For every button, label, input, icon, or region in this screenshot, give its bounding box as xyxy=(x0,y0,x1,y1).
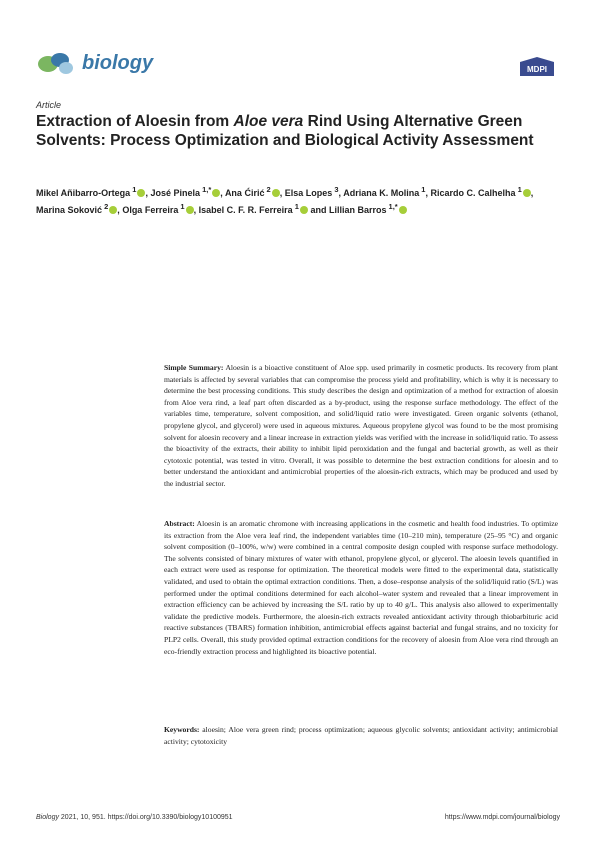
author xyxy=(224,185,280,198)
author-name: José Pinela xyxy=(150,188,200,198)
biology-logo-icon xyxy=(36,48,76,78)
article-type: Article xyxy=(36,100,62,110)
author-name: Lillian Barros xyxy=(328,205,387,215)
author-affiliation-marker: 2 xyxy=(102,202,109,211)
author-affiliation-marker: 3 xyxy=(332,185,339,194)
author-name: Marina Soković xyxy=(36,205,103,215)
mdpi-logo-icon xyxy=(518,56,556,78)
footer-journal-url[interactable]: https://www.mdpi.com/journal/biology xyxy=(444,814,560,821)
author xyxy=(36,202,117,215)
author xyxy=(328,202,407,215)
orcid-icon[interactable] xyxy=(523,189,531,197)
simple-summary-text: Aloesin is a bioactive constituent of Aloe spp. used primarily in cosmetic products. Its recovery from plant materials is affected by several variables that can compromise the process yield and profitability, which is why it is necessary to determine the best processing conditions. This study describes the design and optimization of a method for extraction of aloesin from Aloe vera rind, a leaf part often discarded as a by-product, using the response surface methodology. The effect of the variables time, temperature, solvent composition, and solid/liquid ratio were investigated. Green organic solvents (ethanol, propylene glycol, and glycerol) were used in aqueous mixtures. Aqueous propylene glycol was found to be the most promising solvent for aloesin recovery and a linear increase in extraction yields was verified with the increase in solid/liquid ratio. To assess the bioactivity of the extracts, their ability to inhibit lipid peroxidation and the fungal and bacterial growth, as well as their cytotoxic potential, was tested in vitro. Overall, it was possible to determine the best extraction conditions for aloesin and to better understand the antioxidant and antimicrobial properties of the aloesin-rich extracts, which may be produced and used by the industrial sector. xyxy=(164,363,559,488)
orcid-icon[interactable] xyxy=(300,206,308,214)
orcid-icon[interactable] xyxy=(272,189,280,197)
keywords-text: aloesin; Aloe vera green rind; process optimization; aqueous glycolic solvents; antioxidant activity; antimicrobial activity; cytotoxicity xyxy=(164,725,558,746)
author xyxy=(150,185,220,198)
author-affiliation-marker: 1,* xyxy=(386,202,398,211)
author-list: Mikel Añibarro-Ortega $^1$ , José Pinela $^{1,*}$ , Ana Ćirić $^2$ , Elsa Lopes $^3$, Adriana K. Molina $^1$, Ricardo C. Calhelha $^1$ , Marina Soković $^2$ , Olga Ferreira $^1$ , Isabel C. F. R. Ferreira $^1$ and Lillian Barros $^{1,*}$ xyxy=(36,185,534,215)
author-affiliation-marker: 1 xyxy=(292,202,299,211)
orcid-icon[interactable] xyxy=(399,206,407,214)
journal-name: biology xyxy=(82,51,154,74)
orcid-icon[interactable] xyxy=(137,189,145,197)
orcid-icon[interactable] xyxy=(212,189,220,197)
author-affiliation-marker: 1 xyxy=(515,185,522,194)
author xyxy=(284,185,339,198)
abstract xyxy=(164,518,558,657)
author xyxy=(36,185,145,198)
author xyxy=(122,202,193,215)
author-name: Isabel C. F. R. Ferreira xyxy=(198,205,293,215)
author-name: Mikel Añibarro-Ortega xyxy=(36,188,131,198)
author-name: Ana Ćirić xyxy=(224,188,265,198)
orcid-icon[interactable] xyxy=(109,206,117,214)
author-affiliation-marker: 2 xyxy=(264,185,271,194)
author-name: Ricardo C. Calhelha xyxy=(430,188,516,198)
author-name: Elsa Lopes xyxy=(284,188,333,198)
author-name: Olga Ferreira xyxy=(122,205,179,215)
article-title: Extraction of Aloesin from Aloe vera Rind Using Alternative Green Solvents: Process Optimization and Biological Activity Assessment xyxy=(36,113,534,149)
author-name: Adriana K. Molina xyxy=(343,188,420,198)
simple-summary-label: Simple Summary: xyxy=(164,363,224,372)
keywords-label: Keywords: xyxy=(164,725,200,734)
svg-text:MDPI: MDPI xyxy=(527,65,547,74)
journal-logo xyxy=(36,48,153,78)
author xyxy=(198,202,308,215)
author xyxy=(430,185,531,198)
abstract-label: Abstract: xyxy=(164,519,195,528)
page-footer xyxy=(36,814,560,821)
author xyxy=(343,185,426,198)
author-affiliation-marker: 1 xyxy=(419,185,426,194)
abstract-text: Aloesin is an aromatic chromone with increasing applications in the cosmetic and health food industries. To optimize its extraction from the Aloe vera leaf rind, the independent variables time (10–210 min), temperature (25–95 °C) and organic solvent composition (0–100%, w/w) were combined in a central composite design coupled with response surface methodology. The solvents consisted of binary mixtures of water with ethanol, propylene glycol, or glycerol. The aloesin levels quantified in each extract were used as response for optimization. The theoretical models were fitted to the experimental data, statistically validated, and used to obtain the optimal extraction conditions. Then, a dose–response analysis of the solid/liquid ratio (S/L) was performed under the optimal conditions determined for each alcohol–water system and revealed that a linear improvement in extraction efficiency can be achieved by increasing the S/L ratio by up to 40 g/L. This analysis also allowed to experimentally validate the predictive models. Furthermore, the aloesin-rich extracts revealed antioxidant activity through thiobarbituric acid reactive substances (TBARS) formation inhibition, antimicrobial effects against bacterial and fungal strains, and no toxicity for PLP2 cells. Overall, this study provided optimal extraction conditions for the recovery of aloesin from Aloe vera rind through an eco-friendly extraction process and highlighted its bioactive potential. xyxy=(164,519,559,656)
author-affiliation-marker: 1,* xyxy=(200,185,212,194)
footer-citation: Biology 2021, 10, 951. https://doi.org/10.3390/biology10100951 xyxy=(36,814,233,821)
keywords xyxy=(164,724,558,747)
author-affiliation-marker: 1 xyxy=(178,202,185,211)
orcid-icon[interactable] xyxy=(186,206,194,214)
author-affiliation-marker: 1 xyxy=(130,185,137,194)
simple-summary xyxy=(164,362,558,490)
